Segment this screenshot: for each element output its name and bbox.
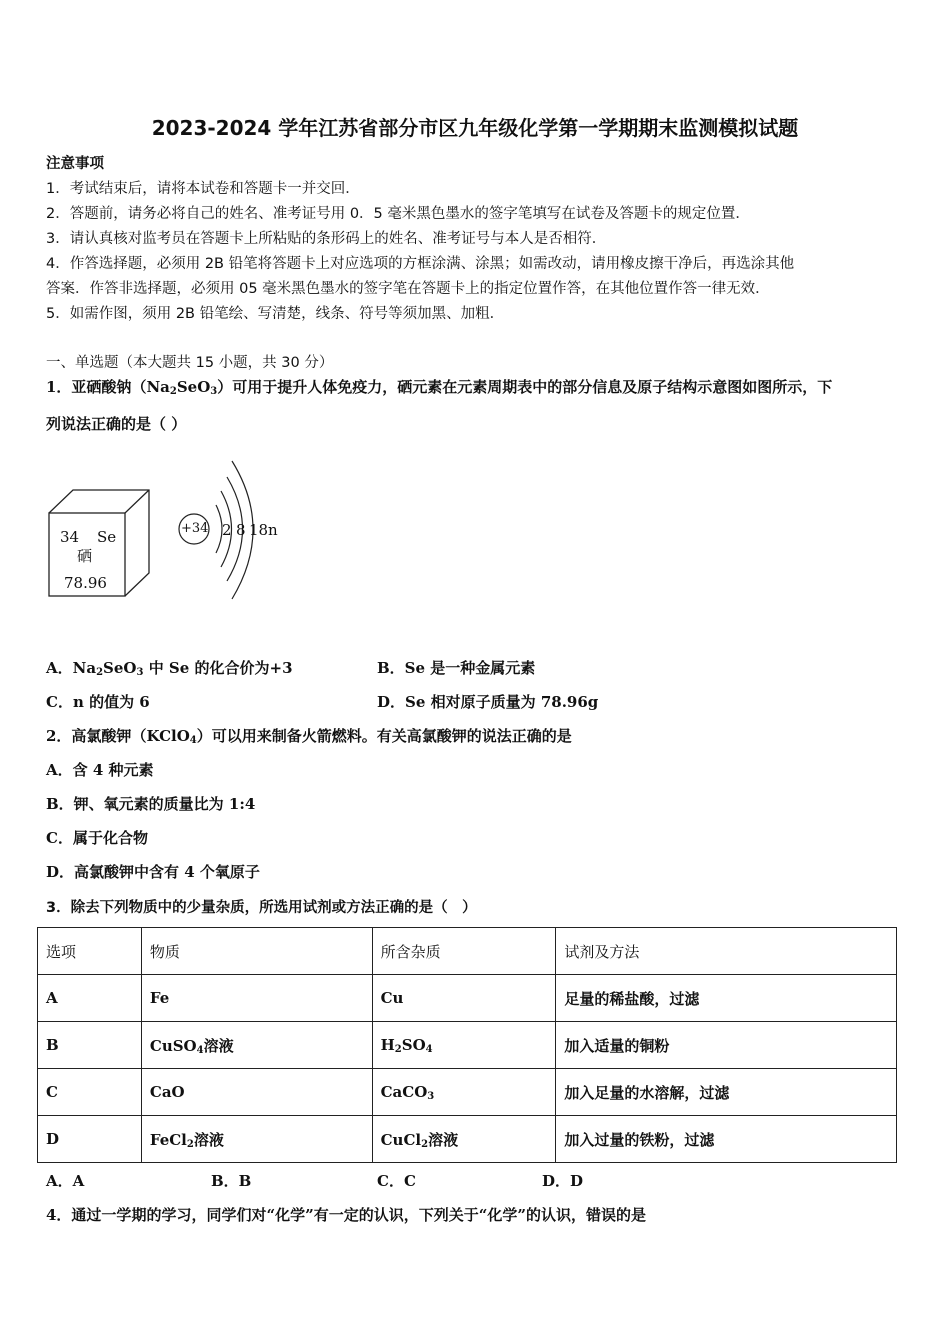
table-row — [38, 1069, 897, 1116]
header-method: 试剂及方法 — [556, 928, 897, 975]
notice-item-3: 3．请认真核对监考员在答题卡上所粘贴的条形码上的姓名、准考证号与本人是否相符． — [46, 231, 607, 247]
cell-option: A — [38, 975, 142, 1022]
cell-substance: CaO — [141, 1069, 372, 1116]
cell-method: 加入足量的水溶解，过滤 — [556, 1069, 897, 1116]
cell-impurity: CuCl$_2$溶液 — [372, 1116, 556, 1163]
notice-item-4-cont: 答案．作答非选择题，必须用 05 毫米黑色墨水的签字笔在答题卡上的指定位置作答，在其他位置作答一律无效． — [46, 281, 770, 297]
q3-option-c[interactable]: C．C — [377, 1172, 416, 1190]
q1-option-d[interactable]: D．Se 相对原子质量为 78.96g — [377, 693, 599, 711]
cell-method: 加入适量的铜粉 — [556, 1022, 897, 1069]
q1-text: ）可用于提升人体免疫力，硒元素在元素周期表中的部分信息及原子结构示意图如图所示，下 — [217, 378, 833, 396]
element-symbol: Se — [97, 528, 117, 546]
q2-option-b[interactable]: B．钾、氧元素的质量比为 1:4 — [46, 795, 256, 813]
atomic-mass: 78.96 — [64, 574, 107, 592]
header-option: 选项 — [38, 928, 142, 975]
option-text: A．Na — [46, 659, 97, 677]
q2-option-a[interactable]: A．含 4 种元素 — [46, 761, 154, 779]
notice-item-5: 5．如需作图，须用 2B 铅笔绘、写清楚，线条、符号等须加黑、加粗． — [46, 306, 505, 322]
table-row — [38, 1116, 897, 1163]
notice-item-4: 4．作答选择题，必须用 2B 铅笔将答题卡上对应选项的方框涂满、涂黑；如需改动，请用橡皮擦干净后，再选涂其他 — [46, 256, 795, 272]
question-4-stem: 4．通过一学期的学习，同学们对“化学”有一定的认识，下列关于“化学”的认识，错误的是 — [46, 1206, 646, 1224]
selenium-element-diagram — [46, 455, 286, 605]
q1-option-a[interactable] — [46, 657, 293, 678]
shell-4: n — [268, 521, 278, 539]
element-name: 硒 — [77, 547, 93, 565]
subscript: 3 — [210, 386, 218, 397]
q3-option-b[interactable]: B．B — [211, 1172, 252, 1190]
q2-text: ）可以用来制备火箭燃料。有关高氯酸钾的说法正确的是 — [196, 727, 572, 745]
question-1-stem-cont: 列说法正确的是（ ） — [46, 415, 187, 433]
table-row — [38, 975, 897, 1022]
notice-item-1: 1．考试结束后，请将本试卷和答题卡一并交回． — [46, 181, 360, 197]
shell-2: 8 — [236, 521, 246, 539]
q2-option-d[interactable]: D．高氯酸钾中含有 4 个氧原子 — [46, 863, 260, 881]
cell-impurity: CaCO$_3$ — [372, 1069, 556, 1116]
table-header-row — [38, 928, 897, 975]
cell-impurity: $H_2SO_4$ — [372, 1022, 556, 1069]
subscript: 2 — [169, 386, 177, 397]
shell-1: 2 — [222, 521, 232, 539]
header-impurity: 所含杂质 — [372, 928, 556, 975]
subscript: 3 — [136, 667, 144, 678]
cell-option: D — [38, 1116, 142, 1163]
subscript: 2 — [96, 667, 104, 678]
header-substance: 物质 — [141, 928, 372, 975]
shell-3: 18 — [249, 521, 269, 539]
nucleus-charge: +34 — [181, 521, 209, 536]
cell-substance: FeCl$_2$溶液 — [141, 1116, 372, 1163]
notice-item-2: 2．答题前，请务必将自己的姓名、准考证号用 0．5 毫米黑色墨水的签字笔填写在试卷及答题卡的规定位置． — [46, 206, 750, 222]
q3-option-d[interactable]: D．D — [542, 1172, 584, 1190]
q2-text: 2．高氯酸钾（KClO — [46, 727, 190, 745]
cell-substance: CuSO$_4$溶液 — [141, 1022, 372, 1069]
cell-substance: Fe — [141, 975, 372, 1022]
atomic-number: 34 — [60, 528, 80, 546]
table-row — [38, 1022, 897, 1069]
question-3-stem: 3．除去下列物质中的少量杂质，所选用试剂或方法正确的是（ ） — [46, 900, 477, 916]
q1-text: SeO — [176, 378, 211, 396]
q1-option-c[interactable]: C．n 的值为 6 — [46, 693, 150, 711]
exam-title: 2023-2024 学年江苏省部分市区九年级化学第一学期期末监测模拟试题 — [151, 116, 799, 140]
impurity-removal-table — [37, 927, 897, 1163]
option-text: SeO — [103, 659, 137, 677]
cell-option: B — [38, 1022, 142, 1069]
q1-option-b[interactable]: B．Se 是一种金属元素 — [377, 659, 536, 677]
question-2-stem — [46, 725, 572, 746]
subscript: 4 — [189, 735, 197, 746]
cell-method: 加入过量的铁粉，过滤 — [556, 1116, 897, 1163]
cell-option: C — [38, 1069, 142, 1116]
q2-option-c[interactable]: C．属于化合物 — [46, 829, 148, 847]
q1-text: 1．亚硒酸钠（Na — [46, 378, 170, 396]
cell-impurity: Cu — [372, 975, 556, 1022]
q3-option-a[interactable]: A．A — [46, 1172, 85, 1190]
option-text: 中 Se 的化合价为+3 — [143, 659, 293, 677]
notice-heading: 注意事项 — [46, 156, 104, 172]
cell-method: 足量的稀盐酸，过滤 — [556, 975, 897, 1022]
section-heading: 一、单选题（本大题共 15 小题，共 30 分） — [46, 355, 334, 371]
question-1-stem — [46, 376, 832, 397]
